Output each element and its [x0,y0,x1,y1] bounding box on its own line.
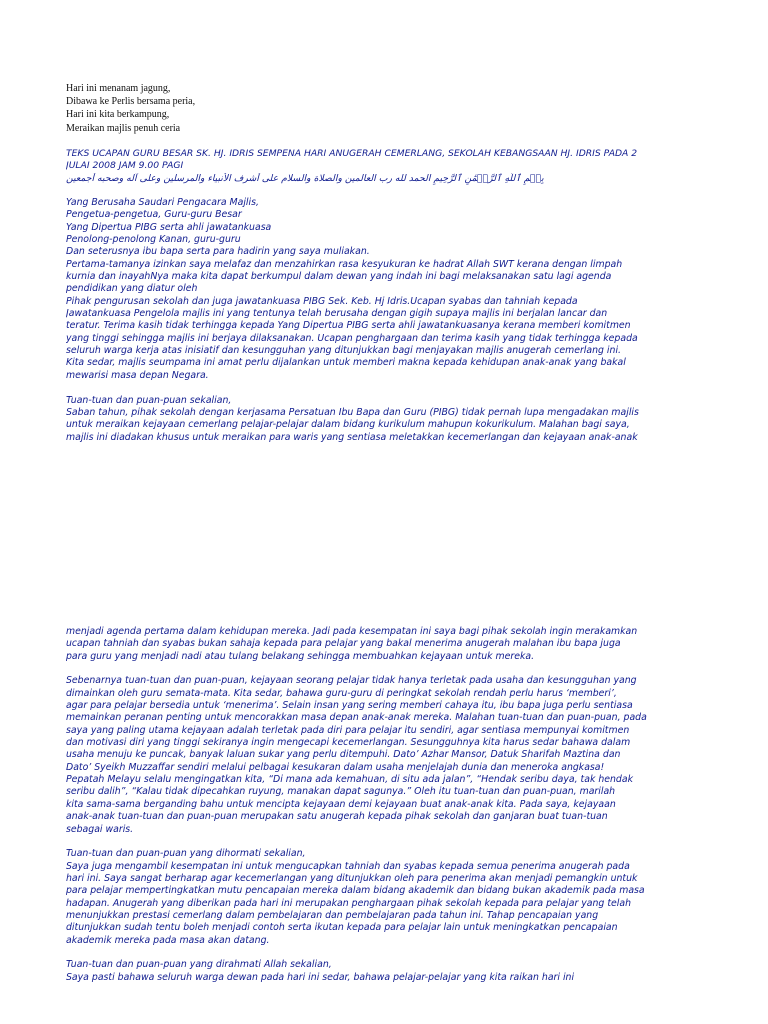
body-line: Sebenarnya tuan-tuan dan puan-puan, kejayaan seorang pelajar tidak hanya terletak pada usaha dan kesungguhan yang [66,675,637,687]
body-line: dan motivasi diri yang tinggi sekiranya ingin mengecapi kecemerlangan. Sesungguhnya kita harus sedar bahawa dalam [66,737,631,749]
body-line: majlis ini diadakan khusus untuk meraikan para waris yang sentiasa meletakkan kecemerlangan dan kejayaan anak-anak [66,431,638,443]
body-line: menunjukkan prestasi cemerlang dalam pembelajaran dan pembelajaran pada tahun ini. Tahap pencapaian yang [66,909,599,921]
body-line: Dato’ Syeikh Muzzaffar sendiri melalui pelbagai kesukaran dalam usaha menjelajah dunia dan meneroka angkasa! [66,761,605,773]
body-line: Tuan-tuan dan puan-puan sekalian, [66,394,232,406]
body-line: dimainkan oleh guru semata-mata. Kita sedar, bahawa guru-guru di peringkat sekolah rendah perlu harus ‘memberi’, [66,687,617,699]
body-line: saya yang paling utama kejayaan adalah terletak pada diri para pelajar itu sendiri, agar sentiasa mempunyai komitmen [66,724,630,736]
body-line: Penolong-penolong Kanan, guru-guru [66,234,241,246]
body-line: seribu dalih”, “Kalau tidak dipecahkan ruyung, manakan dapat sagunya.” Oleh itu tuan-tuan dan puan-puan, marilah [66,786,616,798]
title-line: JULAI 2008 JAM 9.00 PAGI [66,160,184,172]
body-line: Saban tahun, pihak sekolah dengan kerjasama Persatuan Ibu Bapa dan Guru (PIBG) tidak pernah lupa mengadakan majlis [66,406,639,418]
speech-body-part-2 [66,626,710,984]
body-line: memainkan peranan penting untuk mencorakkan masa depan anak-anak mereka. Malahan tuan-tuan dan puan-puan, pada [66,712,647,724]
body-line: Saya pasti bahawa seluruh warga dewan pada hari ini sedar, bahawa pelajar-pelajar yang kita raikan hari ini [66,971,575,983]
body-line: hadapan. Anugerah yang diberikan pada hari ini merupakan penghargaan pihak sekolah kepada para pelajar yang telah [66,897,631,909]
body-line: pendidikan yang diatur oleh [66,283,198,295]
body-line: sebagai waris. [66,823,134,835]
body-line: mewarisi masa depan Negara. [66,369,209,381]
body-line: Pihak pengurusan sekolah dan juga jawatankuasa PIBG Sek. Keb. Hj Idris.Ucapan syabas dan tahniah kepada [66,295,578,307]
body-line: menjadi agenda pertama dalam kehidupan mereka. Jadi pada kesempatan ini saya bagi pihak sekolah ingin merakamkan [66,626,638,637]
paragraph-gap [66,663,710,675]
body-line: yang tinggi sehingga majlis ini berjaya dilaksanakan. Ucapan penghargaan dan terima kasih yang tidak terhingga kepada [66,332,638,344]
body-line: anak-anak tuan-tuan dan puan-puan merupakan satu anugerah kepada pihak sekolah dan ganjaran buat tuan-tuan [66,811,608,823]
speech-body-part-1 [66,197,710,444]
body-line: Jawatankuasa Pengelola majlis ini yang tentunya telah berusaha dengan gigih supaya majlis ini berjalan lancar dan [66,308,608,320]
body-line: ucapan tahniah dan syabas bukan sahaja kepada para pelajar yang bakal menerima anugerah malahan ibu bapa juga [66,638,621,650]
pantun-line: Meraikan majlis penuh ceria [66,122,181,134]
body-line: ditunjukkan sudah tentu boleh menjadi contoh serta ikutan kepada para pelajar lain untuk meningkatkan pencapaian [66,922,618,934]
paragraph-gap [66,836,710,848]
paragraph-gap [66,947,710,959]
body-line: Yang Dipertua PIBG serta ahli jawatankuasa [66,221,272,233]
pantun-line: Hari ini kita berkampung, [66,109,170,121]
body-line: usaha menuju ke puncak, banyak laluan sukar yang perlu ditempuhi. Dato’ Azhar Mansor, Datuk Sharifah Maztina dan [66,749,621,761]
arabic-opening-line: بِسۡمِ ٱللَّهِ ٱلرَّحۡمَٰنِ ٱلرَّحِيمِ الحمد لله رب العالمين والصلاة والسلام على أشرف الأنبياء والمرسلين وعلى آله وصحبه أجمعين [66,173,544,184]
body-line: Saya juga mengambil kesempatan ini untuk mengucapkan tahniah dan syabas kepada semua penerima anugerah pada [66,860,630,872]
body-line: Tuan-tuan dan puan-puan yang dihormati sekalian, [66,848,306,860]
paragraph-gap [66,382,710,394]
body-line: Pertama-tamanya izinkan saya melafaz dan menzahirkan rasa kesyukuran ke hadrat Allah SWT kerana dengan limpah [66,258,623,270]
body-line: Dan seterusnya ibu bapa serta para hadirin yang saya muliakan. [66,246,370,258]
body-line: para pelajar mempertingkatkan mutu pencapaian mereka dalam bidang akademik dan bidang bukan akademik pada masa [66,885,645,897]
title-line: TEKS UCAPAN GURU BESAR SK. HJ. IDRIS SEMPENA HARI ANUGERAH CEMERLANG, SEKOLAH KEBANGSAAN HJ. IDRIS PADA 2 [66,148,638,159]
body-line: kurnia dan inayahNya maka kita dapat berkumpul dalam dewan yang indah ini bagi melaksanakan satu lagi agenda [66,271,612,283]
body-line: untuk meraikan kejayaan cemerlang pelajar-pelajar dalam bidang kurikulum mahupun kokurikulum. Malahan bagi saya, [66,419,630,431]
pantun-line: Dibawa ke Perlis bersama peria, [66,96,196,108]
opening-pantun [66,82,706,135]
body-line: para guru yang menjadi nadi atau tulang belakang sehingga membuahkan kejayaan untuk mereka. [66,650,535,662]
body-line: akademik mereka pada masa akan datang. [66,934,270,946]
pantun-line: Hari ini menanam jagung, [66,83,171,94]
body-line: Pepatah Melayu selalu mengingatkan kita, “Di mana ada kemahuan, di situ ada jalan”, “Hendak seribu daya, tak hendak [66,774,633,786]
body-line: agar para pelajar bersedia untuk ‘menerima’. Selain insan yang sering memberi cahaya itu, ibu bapa juga perlu sentiasa [66,700,633,712]
body-line: hari ini. Saya sangat berharap agar kecemerlangan yang ditunjukkan oleh para penerima akan menjadi pemangkin untuk [66,872,638,884]
body-line: teratur. Terima kasih tidak terhingga kepada Yang Dipertua PIBG serta ahli jawatankuasanya kerana memberi komitmen [66,320,631,332]
body-line: Kita sedar, majlis seumpama ini amat perlu dijalankan untuk memberi makna kepada kehidupan anak-anak yang bakal [66,357,626,369]
body-line: seluruh warga kerja atas inisiatif dan kesungguhan yang ditunjukkan bagi menjayakan majlis anugerah cemerlang ini. [66,345,622,357]
body-line: Pengetua-pengetua, Guru-guru Besar [66,209,242,221]
body-line: Tuan-tuan dan puan-puan yang dirahmati Allah sekalian, [66,959,332,971]
speech-title [66,148,712,173]
body-line: Yang Berusaha Saudari Pengacara Majlis, [66,197,259,208]
body-line: kita sama-sama berganding bahu untuk mencipta kejayaan demi kejayaan buat anak-anak kita. Pada saya, kejayaan [66,798,616,810]
